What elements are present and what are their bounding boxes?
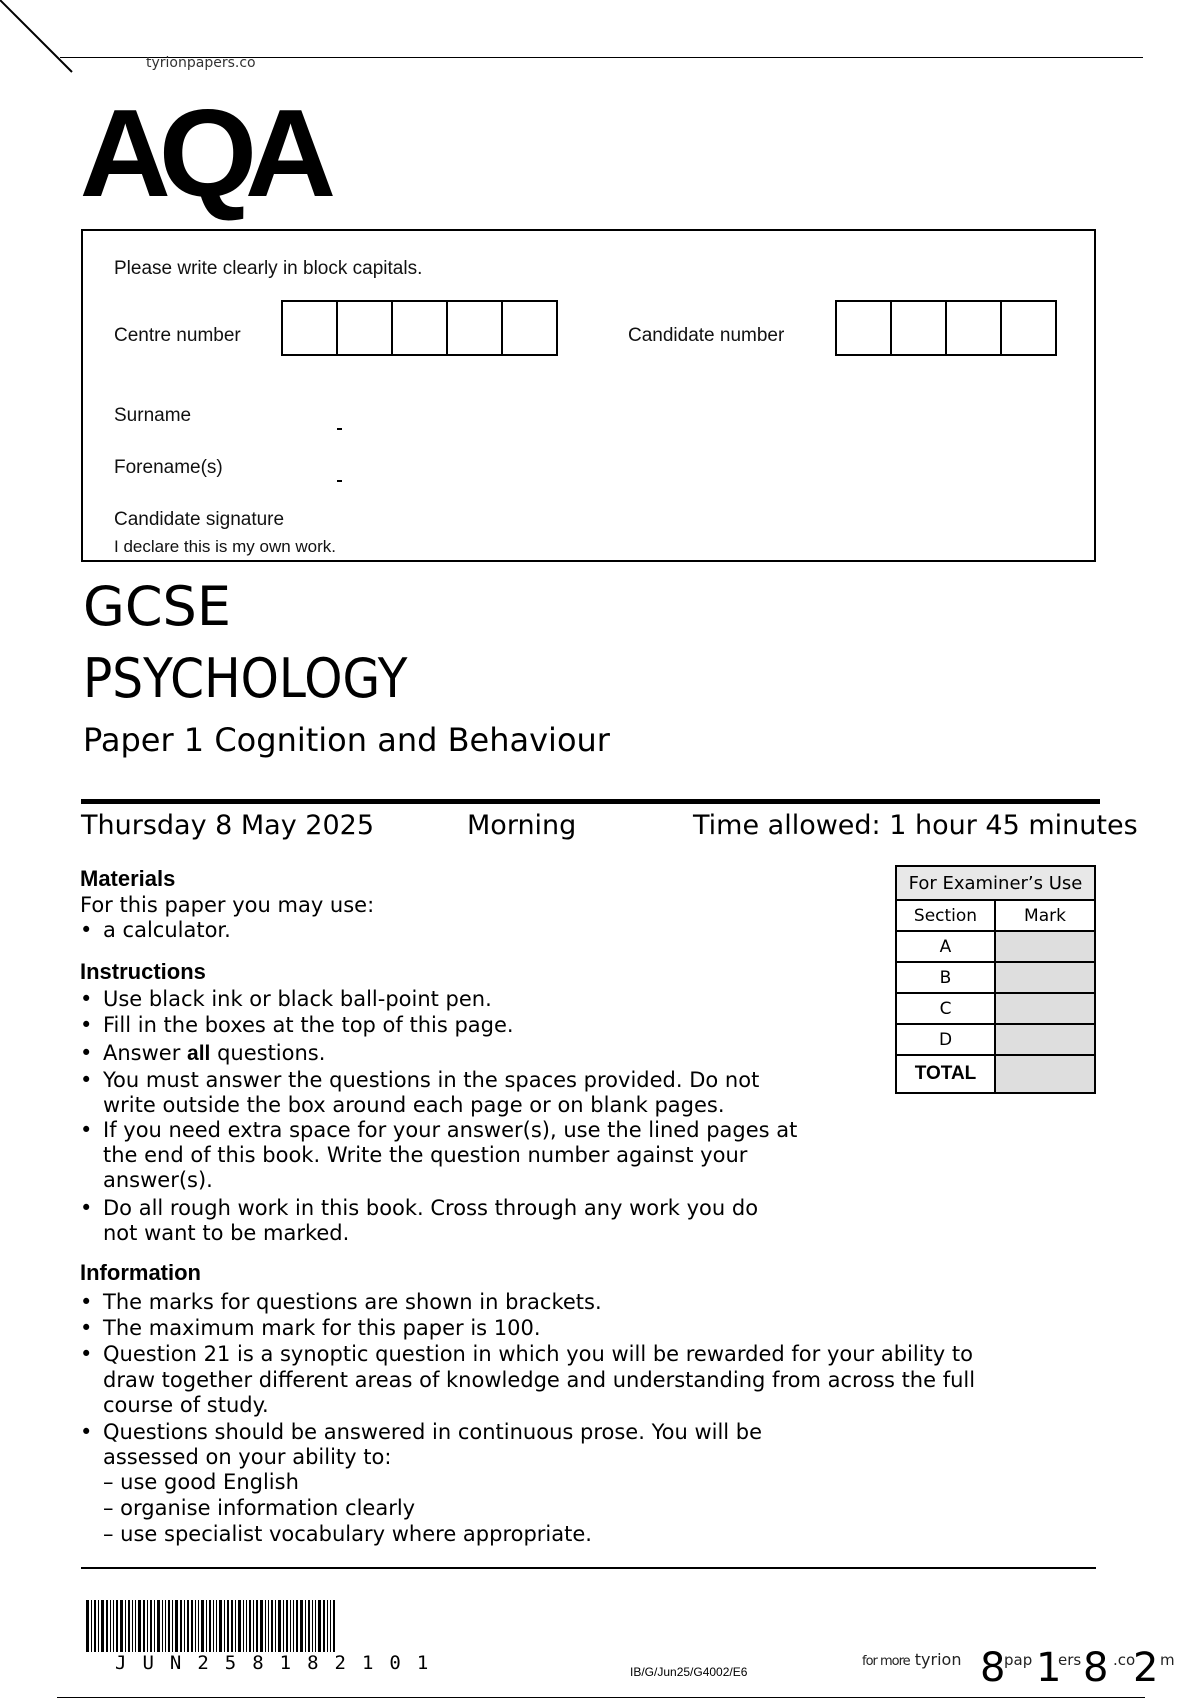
watermark-top: tyrionpapers.co	[146, 55, 256, 71]
centre-number-boxes	[281, 300, 558, 356]
instruction-line: write outside the box around each page or on blank pages.	[103, 1093, 725, 1117]
barcode-bar	[128, 1600, 130, 1652]
barcode-bar	[180, 1600, 182, 1652]
barcode-bar	[330, 1600, 331, 1652]
barcode-bar	[154, 1600, 155, 1652]
watermark-bottom-part: ers	[1058, 1651, 1082, 1669]
barcode-bar	[224, 1600, 225, 1652]
mark-cell	[995, 993, 1095, 1024]
candidate-number-label: Candidate number	[628, 325, 785, 346]
surname-label: Surname	[114, 405, 192, 426]
instruction-line: Do all rough work in this book. Cross through any work you do	[103, 1196, 759, 1220]
barcode-bar	[231, 1600, 233, 1652]
barcode-bar	[172, 1600, 173, 1652]
watermark-bottom-word: tyrion	[914, 1650, 962, 1669]
instruction-text: Answer	[103, 1041, 188, 1065]
instruction-line: answer(s).	[103, 1168, 213, 1192]
exam-date: Thursday 8 May 2025	[81, 810, 375, 841]
forenames-field[interactable]	[337, 456, 1077, 482]
barcode-bar	[238, 1600, 241, 1652]
mark-cell	[995, 931, 1095, 962]
footer-rule	[81, 1567, 1096, 1569]
information-line: assessed on your ability to:	[103, 1445, 392, 1469]
watermark-bottom-prefix-text: for more	[862, 1654, 910, 1669]
forenames-label: Forename(s)	[114, 457, 223, 478]
subject-title: PSYCHOLOGY	[83, 647, 408, 710]
instructions-heading: Instructions	[80, 959, 206, 984]
barcode-bar	[132, 1600, 133, 1652]
barcode-bar	[98, 1600, 99, 1652]
bullet: •	[80, 1420, 93, 1444]
barcode-bar	[120, 1600, 123, 1652]
instruction-item: Use black ink or black ball-point pen.	[103, 987, 492, 1011]
examiner-table-title: For Examiner’s Use	[896, 866, 1095, 900]
instruction-line: You must answer the questions in the spaces provided. Do not	[103, 1068, 760, 1092]
barcode-bar	[318, 1600, 321, 1652]
centre-digit-box[interactable]	[336, 300, 393, 356]
information-sub-item: – use specialist vocabulary where appropriate.	[103, 1522, 592, 1546]
barcode-bar	[256, 1600, 258, 1652]
candidate-digit-box[interactable]	[945, 300, 1002, 356]
code-digit: 8	[1083, 1645, 1109, 1691]
qualification-level: GCSE	[83, 575, 231, 638]
declaration-text: I declare this is my own work.	[114, 537, 337, 556]
signature-field[interactable]	[337, 505, 1077, 531]
barcode-bar	[253, 1600, 254, 1652]
paper-reference: IB/G/Jun25/G4002/E6	[630, 1665, 748, 1679]
barcode-bar	[138, 1600, 141, 1652]
barcode-bar	[243, 1600, 244, 1652]
time-allowed: Time allowed: 1 hour 45 minutes	[693, 810, 1138, 841]
barcode-bar	[175, 1600, 178, 1652]
information-line: Questions should be answered in continuous prose. You will be	[103, 1420, 763, 1444]
barcode-bar	[278, 1600, 281, 1652]
centre-digit-box[interactable]	[281, 300, 338, 356]
information-line: draw together different areas of knowledge and understanding from across the full	[103, 1368, 976, 1392]
barcode-bar	[235, 1600, 236, 1652]
bullet: •	[80, 918, 93, 942]
barcode-bar	[308, 1600, 310, 1652]
bullet: •	[80, 1290, 93, 1314]
barcode-bar	[275, 1600, 276, 1652]
instruction-line: the end of this book. Write the question number against your	[103, 1143, 748, 1167]
centre-digit-box[interactable]	[391, 300, 448, 356]
paper-title: Paper 1 Cognition and Behaviour	[83, 721, 610, 759]
barcode	[86, 1600, 470, 1652]
exam-session: Morning	[467, 810, 577, 841]
information-line: Question 21 is a synoptic question in which you will be rewarded for your ability to	[103, 1342, 973, 1366]
barcode-bar	[191, 1600, 193, 1652]
barcode-bar	[209, 1600, 211, 1652]
bullet: •	[80, 987, 93, 1011]
aqa-logo: AQA	[79, 85, 324, 223]
total-label: TOTAL	[896, 1055, 995, 1093]
corner-mark	[0, 0, 80, 80]
barcode-bar	[271, 1600, 273, 1652]
bullet: •	[80, 1196, 93, 1220]
barcode-bar	[195, 1600, 196, 1652]
bottom-rule	[57, 1697, 1145, 1698]
barcode-bar	[206, 1600, 207, 1652]
title-rule	[81, 799, 1100, 804]
barcode-bar	[323, 1600, 325, 1652]
bullet: •	[80, 1068, 93, 1092]
barcode-bar	[216, 1600, 217, 1652]
barcode-bar	[213, 1600, 214, 1652]
information-item: The maximum mark for this paper is 100.	[103, 1316, 541, 1340]
section-label: B	[896, 962, 995, 993]
barcode-bar	[283, 1600, 284, 1652]
section-label: A	[896, 931, 995, 962]
barcode-bar	[265, 1600, 266, 1652]
materials-item: a calculator.	[103, 918, 231, 942]
examiner-use-table	[895, 865, 1096, 1094]
barcode-bar	[94, 1600, 96, 1652]
barcode-bar	[162, 1600, 163, 1652]
section-label: D	[896, 1024, 995, 1055]
barcode-bar	[219, 1600, 222, 1652]
barcode-bar	[227, 1600, 229, 1652]
section-label: C	[896, 993, 995, 1024]
information-heading: Information	[80, 1260, 201, 1285]
barcode-bar	[135, 1600, 136, 1652]
instruction-item	[103, 1041, 325, 1066]
surname-field[interactable]	[337, 404, 1077, 430]
instruction-line: not want to be marked.	[103, 1221, 350, 1245]
barcode-bar	[113, 1600, 114, 1652]
barcode-bar	[165, 1600, 166, 1652]
barcode-text: JUN258182101	[115, 1652, 445, 1674]
bullet: •	[80, 1342, 93, 1366]
bullet: •	[80, 1013, 93, 1037]
materials-intro: For this paper you may use:	[80, 893, 375, 917]
watermark-bottom-part: pap	[1004, 1651, 1033, 1669]
bullet: •	[80, 1041, 93, 1065]
barcode-bar	[315, 1600, 316, 1652]
code-digit: 8	[980, 1645, 1006, 1691]
information-sub-item: – use good English	[103, 1470, 299, 1494]
candidate-number-boxes	[835, 300, 1057, 356]
barcode-bar	[293, 1600, 294, 1652]
barcode-bar	[260, 1600, 263, 1652]
code-digit: 1	[1036, 1645, 1062, 1691]
candidate-digit-box[interactable]	[1000, 300, 1057, 356]
instruction-line: If you need extra space for your answer(s), use the lined pages at	[103, 1118, 798, 1142]
barcode-bar	[201, 1600, 204, 1652]
watermark-bottom-part: .co	[1113, 1651, 1136, 1669]
barcode-bar	[290, 1600, 291, 1652]
watermark-bottom-part: m	[1160, 1651, 1175, 1669]
candidate-digit-box[interactable]	[890, 300, 947, 356]
barcode-bar	[101, 1600, 104, 1652]
mark-cell	[995, 1024, 1095, 1055]
barcode-bar	[296, 1600, 298, 1652]
barcode-bar	[305, 1600, 306, 1652]
barcode-bar	[198, 1600, 199, 1652]
barcode-bar	[268, 1600, 269, 1652]
barcode-bar	[249, 1600, 251, 1652]
instruction-text: questions.	[210, 1041, 326, 1065]
barcode-bar	[286, 1600, 288, 1652]
barcode-bar	[91, 1600, 92, 1652]
bullet: •	[80, 1316, 93, 1340]
barcode-bar	[143, 1600, 145, 1652]
watermark-bottom-prefix	[862, 1650, 961, 1669]
barcode-bar	[125, 1600, 126, 1652]
barcode-bar	[147, 1600, 148, 1652]
barcode-bar	[327, 1600, 328, 1652]
barcode-bar	[150, 1600, 152, 1652]
barcode-bar	[157, 1600, 160, 1652]
barcode-bar	[246, 1600, 247, 1652]
mark-cell	[995, 962, 1095, 993]
barcode-bar	[86, 1600, 89, 1652]
barcode-bar	[116, 1600, 118, 1652]
signature-label: Candidate signature	[114, 509, 285, 530]
centre-number-label: Centre number	[114, 325, 241, 346]
candidate-digit-box[interactable]	[835, 300, 892, 356]
barcode-bar	[106, 1600, 108, 1652]
materials-heading: Materials	[80, 866, 176, 891]
barcode-bar	[110, 1600, 111, 1652]
barcode-bar	[333, 1600, 335, 1652]
barcode-bar	[187, 1600, 189, 1652]
information-item: The marks for questions are shown in brackets.	[103, 1290, 602, 1314]
instruction-item: Fill in the boxes at the top of this page.	[103, 1013, 514, 1037]
code-digit: 2	[1133, 1645, 1159, 1691]
section-column-header: Section	[896, 900, 995, 931]
information-sub-item: – organise information clearly	[103, 1496, 416, 1520]
barcode-bar	[168, 1600, 170, 1652]
instruction-emphasis: all	[187, 1042, 211, 1065]
information-line: course of study.	[103, 1393, 269, 1417]
barcode-bar	[312, 1600, 313, 1652]
bullet: •	[80, 1118, 93, 1142]
barcode-bar	[184, 1600, 185, 1652]
centre-digit-box[interactable]	[501, 300, 558, 356]
centre-digit-box[interactable]	[446, 300, 503, 356]
total-mark-cell	[995, 1055, 1095, 1093]
block-capitals-instruction: Please write clearly in block capitals.	[114, 258, 423, 279]
barcode-bar	[300, 1600, 303, 1652]
mark-column-header: Mark	[995, 900, 1095, 931]
